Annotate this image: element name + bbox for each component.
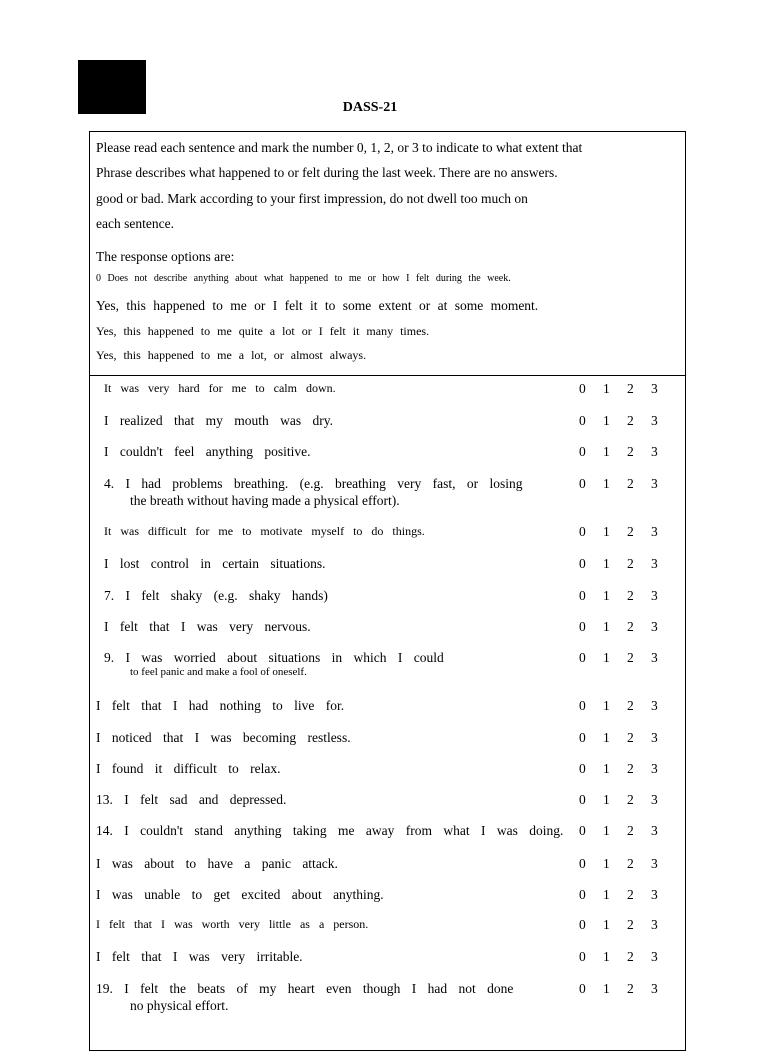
response-option-1[interactable]: 1 [603,588,610,603]
question-text: It was very hard for me to calm down. [104,381,336,395]
response-option-3[interactable]: 3 [651,476,658,491]
question-text: I lost control in certain situations. [104,556,326,571]
response-option-3[interactable]: 3 [651,381,658,396]
document-title: DASS-21 [342,100,398,115]
response-option-0[interactable]: 0 [579,698,586,713]
question-text: 13. I felt sad and depressed. [96,792,287,807]
response-option-1[interactable]: 1 [603,556,610,571]
option-2: Yes, this happened to me quite a lot or I felt it many times. [96,324,430,338]
response-option-3[interactable]: 3 [651,730,658,745]
instruction-line: each sentence. [96,216,174,231]
response-option-0[interactable]: 0 [579,730,586,745]
response-option-2[interactable]: 2 [627,524,634,539]
response-option-3[interactable]: 3 [651,619,658,634]
question-text: I felt that I was very irritable. [96,949,303,964]
instruction-line: Phrase describes what happened to or felt during the last week. There are no answers. [96,165,558,180]
question-text: I noticed that I was becoming restless. [96,730,351,745]
response-option-1[interactable]: 1 [603,917,610,932]
response-option-1[interactable]: 1 [603,524,610,539]
response-option-2[interactable]: 2 [627,698,634,713]
response-scale [579,588,675,604]
option-0: 0 Does not describe anything about what happened to me or how I felt during the week. [96,273,511,284]
response-scale [579,856,675,872]
response-option-0[interactable]: 0 [579,823,586,838]
question-text: I felt that I had nothing to live for. [96,698,345,713]
response-option-1[interactable]: 1 [603,981,610,996]
question-text: I felt that I was worth very little as a person. [96,917,369,931]
response-option-3[interactable]: 3 [651,917,658,932]
response-scale [579,476,675,492]
response-scale [579,650,675,666]
response-option-2[interactable]: 2 [627,792,634,807]
question-text: I was unable to get excited about anything. [96,887,384,902]
response-option-3[interactable]: 3 [651,792,658,807]
question-text: I felt that I was very nervous. [104,619,311,634]
response-option-1[interactable]: 1 [603,413,610,428]
response-option-0[interactable]: 0 [579,413,586,428]
response-option-2[interactable]: 2 [627,887,634,902]
question-text: I found it difficult to relax. [96,761,281,776]
response-option-0[interactable]: 0 [579,588,586,603]
response-scale [579,730,675,746]
response-option-2[interactable]: 2 [627,761,634,776]
response-option-0[interactable]: 0 [579,650,586,665]
response-option-0[interactable]: 0 [579,619,586,634]
response-option-1[interactable]: 1 [603,761,610,776]
response-option-0[interactable]: 0 [579,887,586,902]
response-option-2[interactable]: 2 [627,619,634,634]
question-text: 4. I had problems breathing. (e.g. breathing very fast, or losing [104,476,523,491]
response-option-3[interactable]: 3 [651,856,658,871]
response-option-3[interactable]: 3 [651,949,658,964]
redacted-logo-block [78,60,146,114]
response-option-1[interactable]: 1 [603,792,610,807]
response-option-1[interactable]: 1 [603,856,610,871]
response-option-0[interactable]: 0 [579,556,586,571]
response-option-0[interactable]: 0 [579,381,586,396]
response-option-0[interactable]: 0 [579,856,586,871]
option-1: Yes, this happened to me or I felt it to some extent or at some moment. [96,298,539,313]
question-text: I was about to have a panic attack. [96,856,338,871]
response-scale [579,823,675,839]
response-option-2[interactable]: 2 [627,381,634,396]
question-text: I realized that my mouth was dry. [104,413,333,428]
response-scale [579,917,675,933]
question-text: I couldn't feel anything positive. [104,444,311,459]
response-option-3[interactable]: 3 [651,524,658,539]
response-option-2[interactable]: 2 [627,730,634,745]
question-text: It was difficult for me to motivate myself to do things. [104,524,425,538]
response-option-3[interactable]: 3 [651,887,658,902]
response-option-1[interactable]: 1 [603,650,610,665]
response-option-2[interactable]: 2 [627,823,634,838]
response-scale [579,761,675,777]
response-scale [579,792,675,808]
response-option-2[interactable]: 2 [627,588,634,603]
response-option-1[interactable]: 1 [603,476,610,491]
response-option-0[interactable]: 0 [579,917,586,932]
question-continuation: to feel panic and make a fool of oneself. [130,666,307,678]
question-text: 7. I felt shaky (e.g. shaky hands) [104,588,328,603]
response-option-3[interactable]: 3 [651,444,658,459]
response-option-0[interactable]: 0 [579,949,586,964]
question-continuation: no physical effort. [130,998,229,1013]
response-option-0[interactable]: 0 [579,792,586,807]
option-3: Yes, this happened to me a lot, or almost always. [96,348,367,362]
response-scale [579,524,675,540]
response-option-3[interactable]: 3 [651,556,658,571]
response-option-2[interactable]: 2 [627,949,634,964]
question-text: 14. I couldn't stand anything taking me away from what I was doing. [96,823,564,838]
response-option-3[interactable]: 3 [651,650,658,665]
response-option-1[interactable]: 1 [603,823,610,838]
response-option-1[interactable]: 1 [603,949,610,964]
response-option-3[interactable]: 3 [651,761,658,776]
response-option-2[interactable]: 2 [627,476,634,491]
questionnaire-form [89,131,686,1051]
response-option-2[interactable]: 2 [627,444,634,459]
response-scale [579,381,675,397]
response-scale [579,698,675,714]
instruction-line: Please read each sentence and mark the number 0, 1, 2, or 3 to indicate to what extent that [96,140,583,155]
response-option-2[interactable]: 2 [627,413,634,428]
question-text: 9. I was worried about situations in which I could [104,650,444,665]
response-option-3[interactable]: 3 [651,981,658,996]
response-option-3[interactable]: 3 [651,588,658,603]
response-option-3[interactable]: 3 [651,698,658,713]
response-option-3[interactable]: 3 [651,413,658,428]
response-option-1[interactable]: 1 [603,381,610,396]
response-scale [579,556,675,572]
instructions-panel [90,132,685,376]
response-option-2[interactable]: 2 [627,917,634,932]
response-scale [579,619,675,635]
response-option-0[interactable]: 0 [579,524,586,539]
response-scale [579,887,675,903]
response-option-0[interactable]: 0 [579,476,586,491]
question-text: 19. I felt the beats of my heart even though I had not done [96,981,514,996]
response-option-2[interactable]: 2 [627,981,634,996]
response-option-1[interactable]: 1 [603,730,610,745]
response-option-1[interactable]: 1 [603,444,610,459]
response-option-2[interactable]: 2 [627,556,634,571]
response-scale [579,981,675,997]
response-scale [579,413,675,429]
response-scale [579,949,675,965]
response-scale [579,444,675,460]
question-continuation: the breath without having made a physical effort). [130,493,400,508]
response-option-2[interactable]: 2 [627,650,634,665]
response-option-0[interactable]: 0 [579,981,586,996]
instruction-line: good or bad. Mark according to your first impression, do not dwell too much on [96,191,528,206]
response-option-1[interactable]: 1 [603,619,610,634]
response-option-3[interactable]: 3 [651,823,658,838]
response-option-0[interactable]: 0 [579,761,586,776]
response-option-0[interactable]: 0 [579,444,586,459]
response-option-1[interactable]: 1 [603,887,610,902]
response-option-2[interactable]: 2 [627,856,634,871]
response-option-1[interactable]: 1 [603,698,610,713]
options-heading: The response options are: [96,249,235,264]
